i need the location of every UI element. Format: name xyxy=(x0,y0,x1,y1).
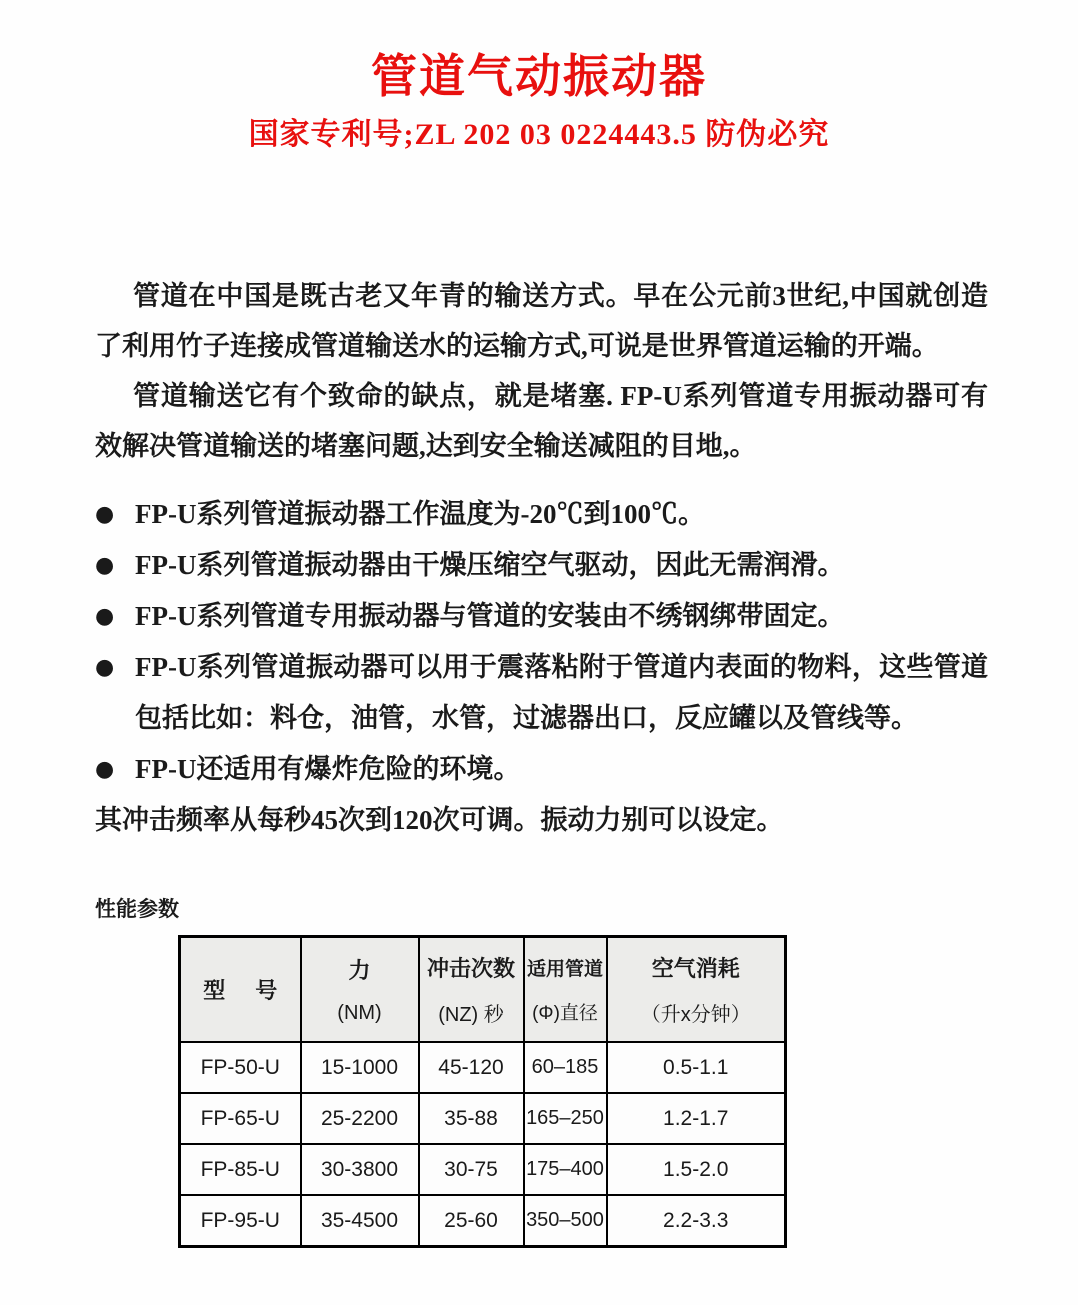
column-header-impact-count xyxy=(419,937,524,1043)
column-header-label: 适用管道 xyxy=(526,959,603,981)
feature-bullet-list xyxy=(95,489,988,795)
bullet-dot-icon: ● xyxy=(95,604,115,629)
page-title: 管道气动振动器 xyxy=(371,51,707,102)
cell-force: 25-2200 xyxy=(301,1093,419,1144)
column-header-label: 型 号 xyxy=(203,978,290,1003)
column-header-pipe-diameter xyxy=(524,937,607,1043)
feature-bullet xyxy=(95,744,988,795)
column-header-unit: (NM) xyxy=(337,1001,382,1024)
column-header-label: 空气消耗 xyxy=(651,956,740,982)
intro-paragraph-2: 管道输送它有个致命的缺点，就是堵塞. FP-U系列管道专用振动器可有效解决管道输送的堵塞问题,达到安全输送减阻的目地,。 xyxy=(95,381,988,461)
cell-air-consumption: 0.5-1.1 xyxy=(607,1042,786,1093)
feature-bullet xyxy=(95,642,988,744)
column-header-label: 力 xyxy=(348,958,371,984)
cell-model: FP-50-U xyxy=(180,1042,301,1093)
bullet-text: FP-U还适用有爆炸危险的环境。 xyxy=(135,754,521,784)
cell-impact-count: 35-88 xyxy=(419,1093,524,1144)
bullet-text: FP-U系列管道专用振动器与管道的安装由不绣钢绑带固定。 xyxy=(135,601,845,631)
cell-pipe-diameter: 60–185 xyxy=(524,1042,607,1093)
cell-pipe-diameter: 175–400 xyxy=(524,1144,607,1195)
table-row xyxy=(180,1195,786,1247)
table-row xyxy=(180,1144,786,1195)
cell-pipe-diameter: 350–500 xyxy=(524,1195,607,1247)
column-header-unit: （升x分钟） xyxy=(640,1003,751,1026)
cell-force: 35-4500 xyxy=(301,1195,419,1247)
bullet-text: FP-U系列管道振动器工作温度为-20℃到100℃。 xyxy=(135,499,705,529)
feature-bullet xyxy=(95,489,988,540)
bullet-dot-icon: ● xyxy=(95,553,115,578)
column-header-model xyxy=(180,937,301,1043)
cell-impact-count: 45-120 xyxy=(419,1042,524,1093)
cell-air-consumption: 2.2-3.3 xyxy=(607,1195,786,1247)
intro-paragraph-1: 管道在中国是既古老又年青的输送方式。早在公元前3世纪,中国就创造了利用竹子连接成管道输送水的运输方式,可说是世界管道运输的开端。 xyxy=(95,281,988,361)
bullet-dot-icon: ● xyxy=(95,655,115,680)
table-row xyxy=(180,1093,786,1144)
bullet-dot-icon: ● xyxy=(95,502,115,527)
bullet-dot-icon: ● xyxy=(95,757,115,782)
bullet-text: FP-U系列管道振动器由干燥压缩空气驱动，因此无需润滑。 xyxy=(135,550,845,580)
column-header-unit: (Φ)直径 xyxy=(532,1002,598,1024)
cell-model: FP-85-U xyxy=(180,1144,301,1195)
cell-model: FP-65-U xyxy=(180,1093,301,1144)
cell-force: 30-3800 xyxy=(301,1144,419,1195)
patent-notice: 国家专利号;ZL 202 03 0224443.5 防伪必究 xyxy=(248,118,830,151)
table-row xyxy=(180,1042,786,1093)
column-header-force xyxy=(301,937,419,1043)
cell-force: 15-1000 xyxy=(301,1042,419,1093)
feature-bullet xyxy=(95,591,988,642)
column-header-air-consumption xyxy=(607,937,786,1043)
cell-impact-count: 30-75 xyxy=(419,1144,524,1195)
cell-model: FP-95-U xyxy=(180,1195,301,1247)
cell-impact-count: 25-60 xyxy=(419,1195,524,1247)
spec-section-title: 性能参数 xyxy=(95,898,179,921)
cell-air-consumption: 1.2-1.7 xyxy=(607,1093,786,1144)
column-header-unit: (NZ) 秒 xyxy=(438,1003,504,1026)
spec-table-header-row xyxy=(180,937,786,1043)
cell-pipe-diameter: 165–250 xyxy=(524,1093,607,1144)
feature-bullet xyxy=(95,540,988,591)
document-body xyxy=(0,271,1078,923)
cell-air-consumption: 1.5-2.0 xyxy=(607,1144,786,1195)
closing-line: 其冲击频率从每秒45次到120次可调。振动力别可以设定。 xyxy=(95,805,784,835)
column-header-label: 冲击次数 xyxy=(426,956,515,982)
spec-table xyxy=(178,935,787,1248)
bullet-text: FP-U系列管道振动器可以用于震落粘附于管道内表面的物料，这些管道包括比如：料仓，油管，水管，过滤器出口，反应罐以及管线等。 xyxy=(135,652,988,733)
